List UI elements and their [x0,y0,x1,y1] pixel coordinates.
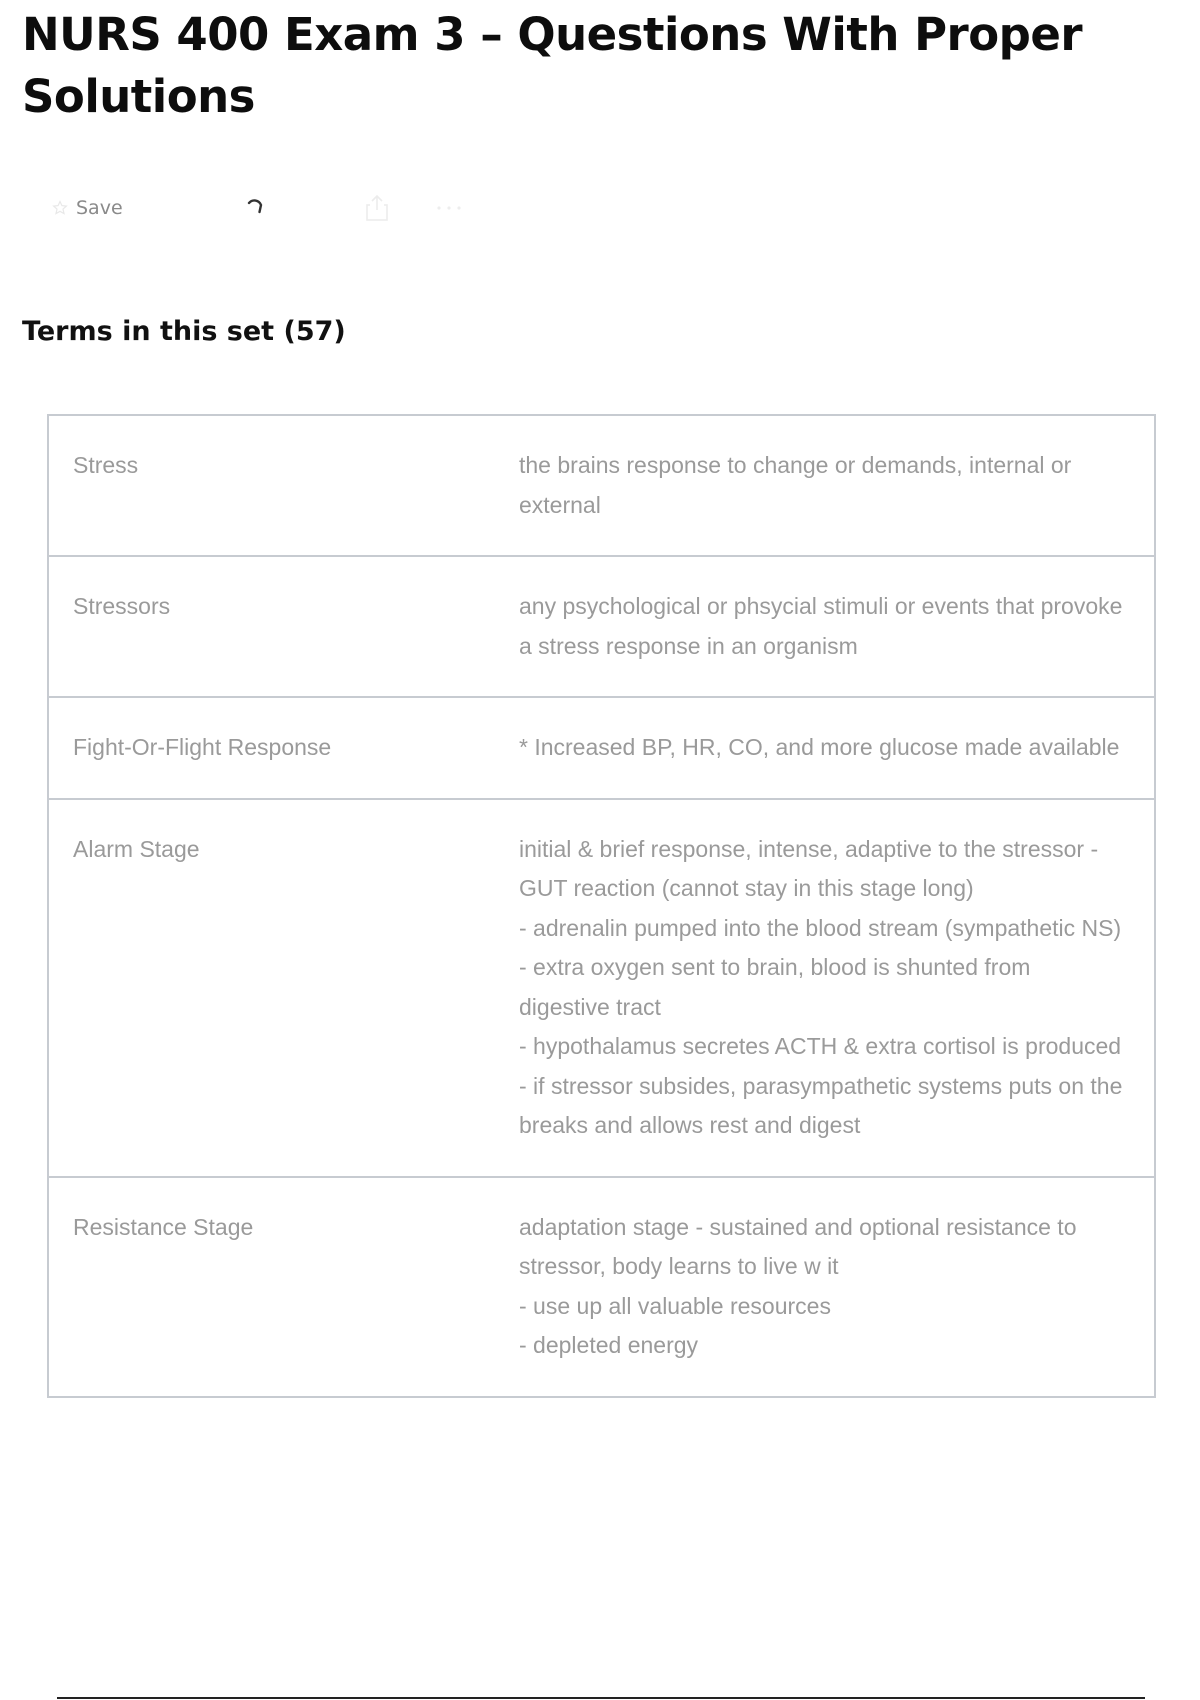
toolbar [52,188,512,228]
terms-list [47,414,1156,1398]
star-icon [52,200,68,216]
term-definition: initial & brief response, intense, adaptive to the stressor - GUT reaction (cannot stay in this stage long) - adrenalin pumped into the blood stream (sympathetic NS) - extra oxygen sent to brain, blood is shunted from digestive tract - hypothalamus secretes ACTH & extra cortisol is produced - if stressor subsides, parasympathetic systems puts on the breaks and allows rest and digest [519,835,1123,1138]
term-word: Stressors [73,593,171,619]
term-row [47,798,1156,1178]
save-button[interactable] [52,188,123,228]
term-word: Alarm Stage [73,835,200,862]
term-definition: any psychological or phsycial stimuli or events that provoke a stress response in an organism [519,593,1123,659]
share-icon[interactable] [364,188,390,228]
more-icon[interactable] [434,188,464,228]
term-row [47,696,1156,800]
save-label: Save [76,197,123,219]
terms-heading: Terms in this set (57) [22,316,346,347]
term-row [47,1176,1156,1398]
term-definition: adaptation stage - sustained and optional resistance to stressor, body learns to live w it - use up all valuable resources - depleted energy [519,1213,1077,1358]
term-row [47,414,1156,557]
term-row [47,555,1156,698]
term-word: Stress [73,452,139,478]
term-word: Fight-Or-Flight Response [73,734,332,760]
bottom-divider [57,1697,1145,1699]
term-definition: * Increased BP, HR, CO, and more glucose made available [519,734,1120,760]
page-title: NURS 400 Exam 3 – Questions With Proper Solutions [22,8,1083,123]
spinner-icon [240,188,270,228]
term-word: Resistance Stage [73,1213,254,1240]
term-definition: the brains response to change or demands, internal or external [519,452,1072,518]
